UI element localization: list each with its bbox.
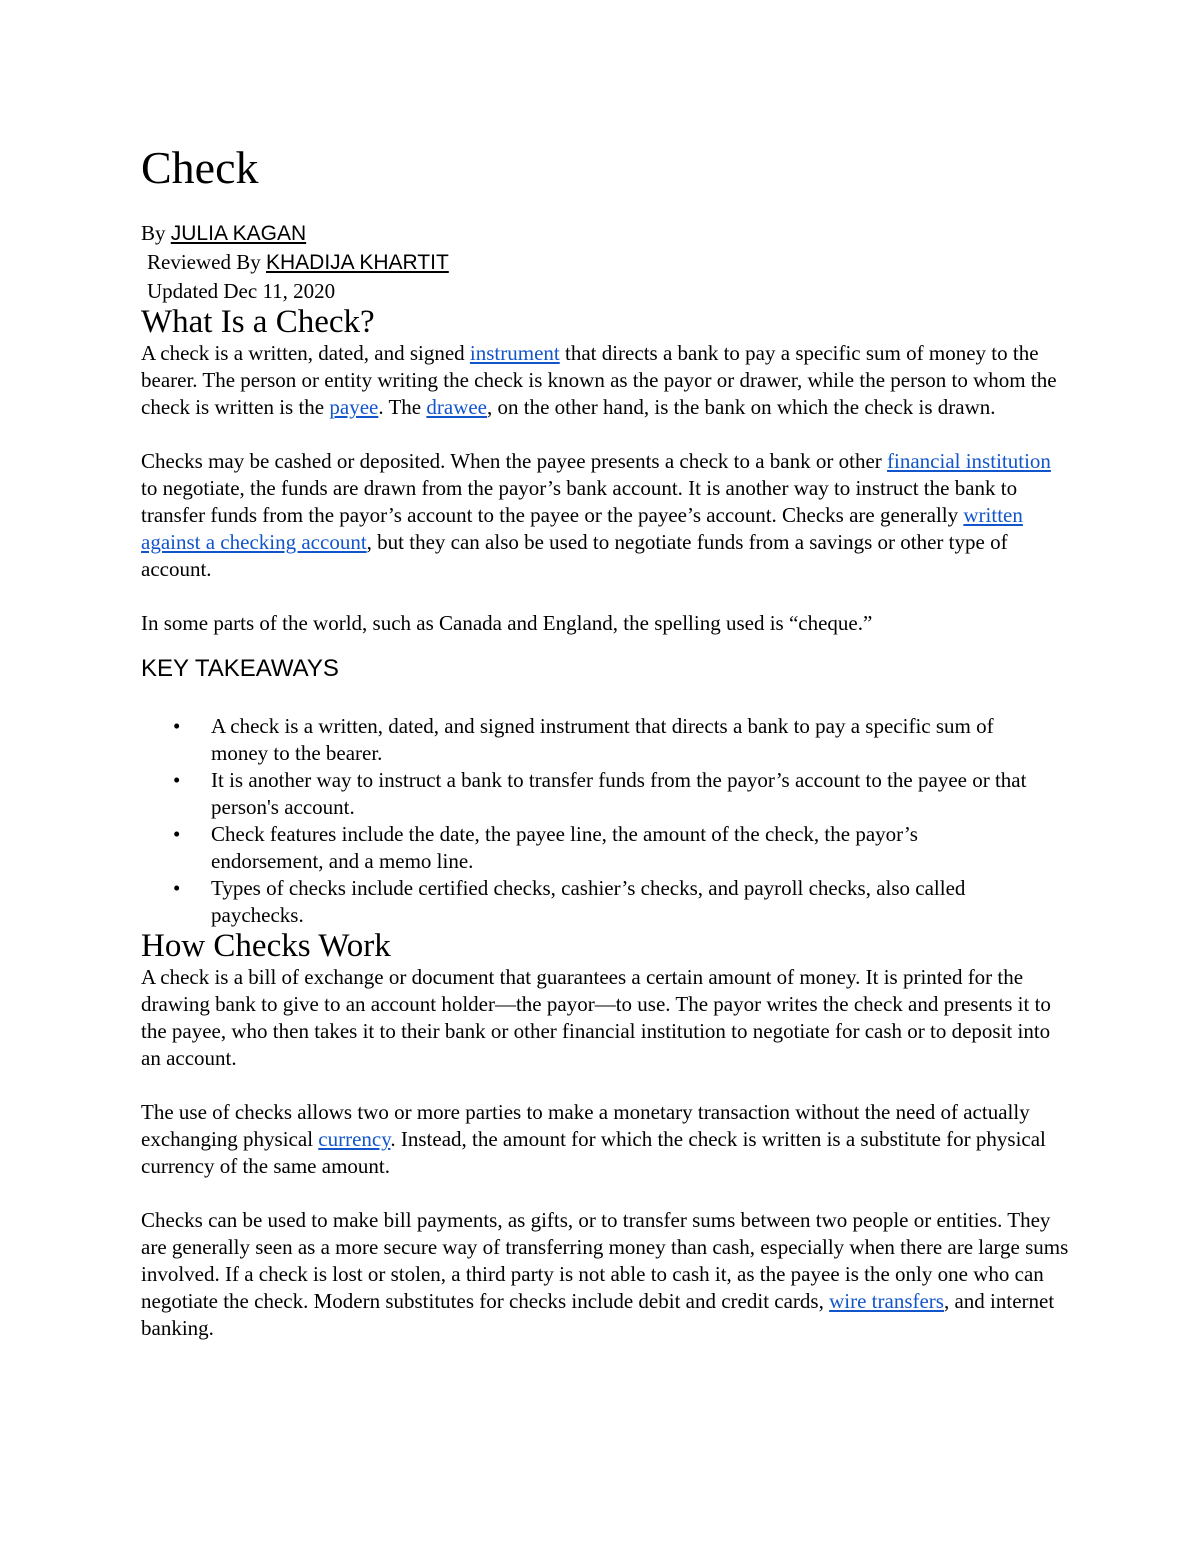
text: . Instead, the amount for which the check is written is a substitute for physical currency of the same amount. [141,1127,1046,1178]
list-item [173,821,1031,875]
financial-institution-link[interactable]: financial institution [887,449,1051,473]
paragraph [141,1207,1071,1342]
reviewed-prefix: Reviewed By [147,250,266,274]
list-item [173,767,1031,821]
text: Checks may be cashed or deposited. When the payee presents a check to a bank or other [141,449,888,473]
list-item [173,875,1031,929]
bullet-icon: • [173,714,181,738]
byline-prefix: By [141,221,171,245]
text: , and internet banking. [141,1289,1055,1340]
wire-transfers-link[interactable]: wire transfers [829,1289,944,1313]
key-takeaways-list [141,713,1031,929]
page-title: Check [141,142,259,193]
list-item-text: It is another way to instruct a bank to transfer funds from the payor’s account to the payee or that person's account. [211,768,1027,819]
checking-account-link[interactable]: written against a checking account [141,503,1023,554]
bullet-icon: • [173,768,181,792]
paragraph: In some parts of the world, such as Canada and England, the spelling used is “cheque.” [141,611,873,635]
text: that directs a bank to pay a specific sum of money to the bearer. The person or entity writing the check is known as the payor or drawer, while the person to whom the check is written is the [141,341,1057,419]
paragraph [141,448,1071,583]
section-heading-how-checks-work: How Checks Work [141,928,391,964]
bullet-icon: • [173,822,181,846]
paragraph [141,1099,1071,1180]
text: , on the other hand, is the bank on which the check is drawn. [487,395,996,419]
instrument-link[interactable]: instrument [469,341,560,365]
byline [141,219,1071,248]
key-takeaways-heading: KEY TAKEAWAYS [141,655,339,682]
list-item-text: Check features include the date, the payee line, the amount of the check, the payor’s endorsement, and a memo line. [211,822,918,873]
text: to negotiate, the funds are drawn from the payor’s bank account. It is another way to instruct the bank to transfer funds from the payor’s account to the payee or the payee’s account. Checks are generally [141,476,1018,527]
document-page [141,140,1071,1342]
drawee-link[interactable]: drawee [426,395,487,419]
paragraph: A check is a bill of exchange or document that guarantees a certain amount of money. It is printed for the drawing bank to give to an account holder—the payor—to use. The payor writes the check and presents it to the payee, who then takes it to their bank or other financial institution to negotiate for cash or to deposit into an account. [141,965,1051,1070]
paragraph [141,340,1071,421]
list-item-text: Types of checks include certified checks, cashier’s checks, and payroll checks, also called paychecks. [211,876,966,927]
text: A check is a written, dated, and signed [141,341,470,365]
payee-link[interactable]: payee [329,395,379,419]
list-item [173,713,1031,767]
text: , but they can also be used to negotiate funds from a savings or other type of account. [141,530,1008,581]
currency-link[interactable]: currency [318,1127,391,1151]
reviewed-by [141,248,1071,277]
updated-date: Updated Dec 11, 2020 [147,279,336,303]
author-link[interactable]: JULIA KAGAN [170,222,307,245]
list-item-text: A check is a written, dated, and signed instrument that directs a bank to pay a specific sum of money to the bearer. [211,714,994,765]
reviewer-link[interactable]: KHADIJA KHARTIT [265,251,449,274]
bullet-icon: • [173,876,181,900]
section-heading-what-is-a-check: What Is a Check? [141,304,375,340]
text: Checks can be used to make bill payments, as gifts, or to transfer sums between two people or entities. They are generally seen as a more secure way of transferring money than cash, especially when there are large sums involved. If a check is lost or stolen, a third party is not able to cash it, as the payee is the only one who can negotiate the check. Modern substitutes for checks include debit and credit cards, [141,1208,1069,1313]
text: The use of checks allows two or more parties to make a monetary transaction without the need of actually exchanging physical [141,1100,1030,1151]
text: . The [378,395,427,419]
